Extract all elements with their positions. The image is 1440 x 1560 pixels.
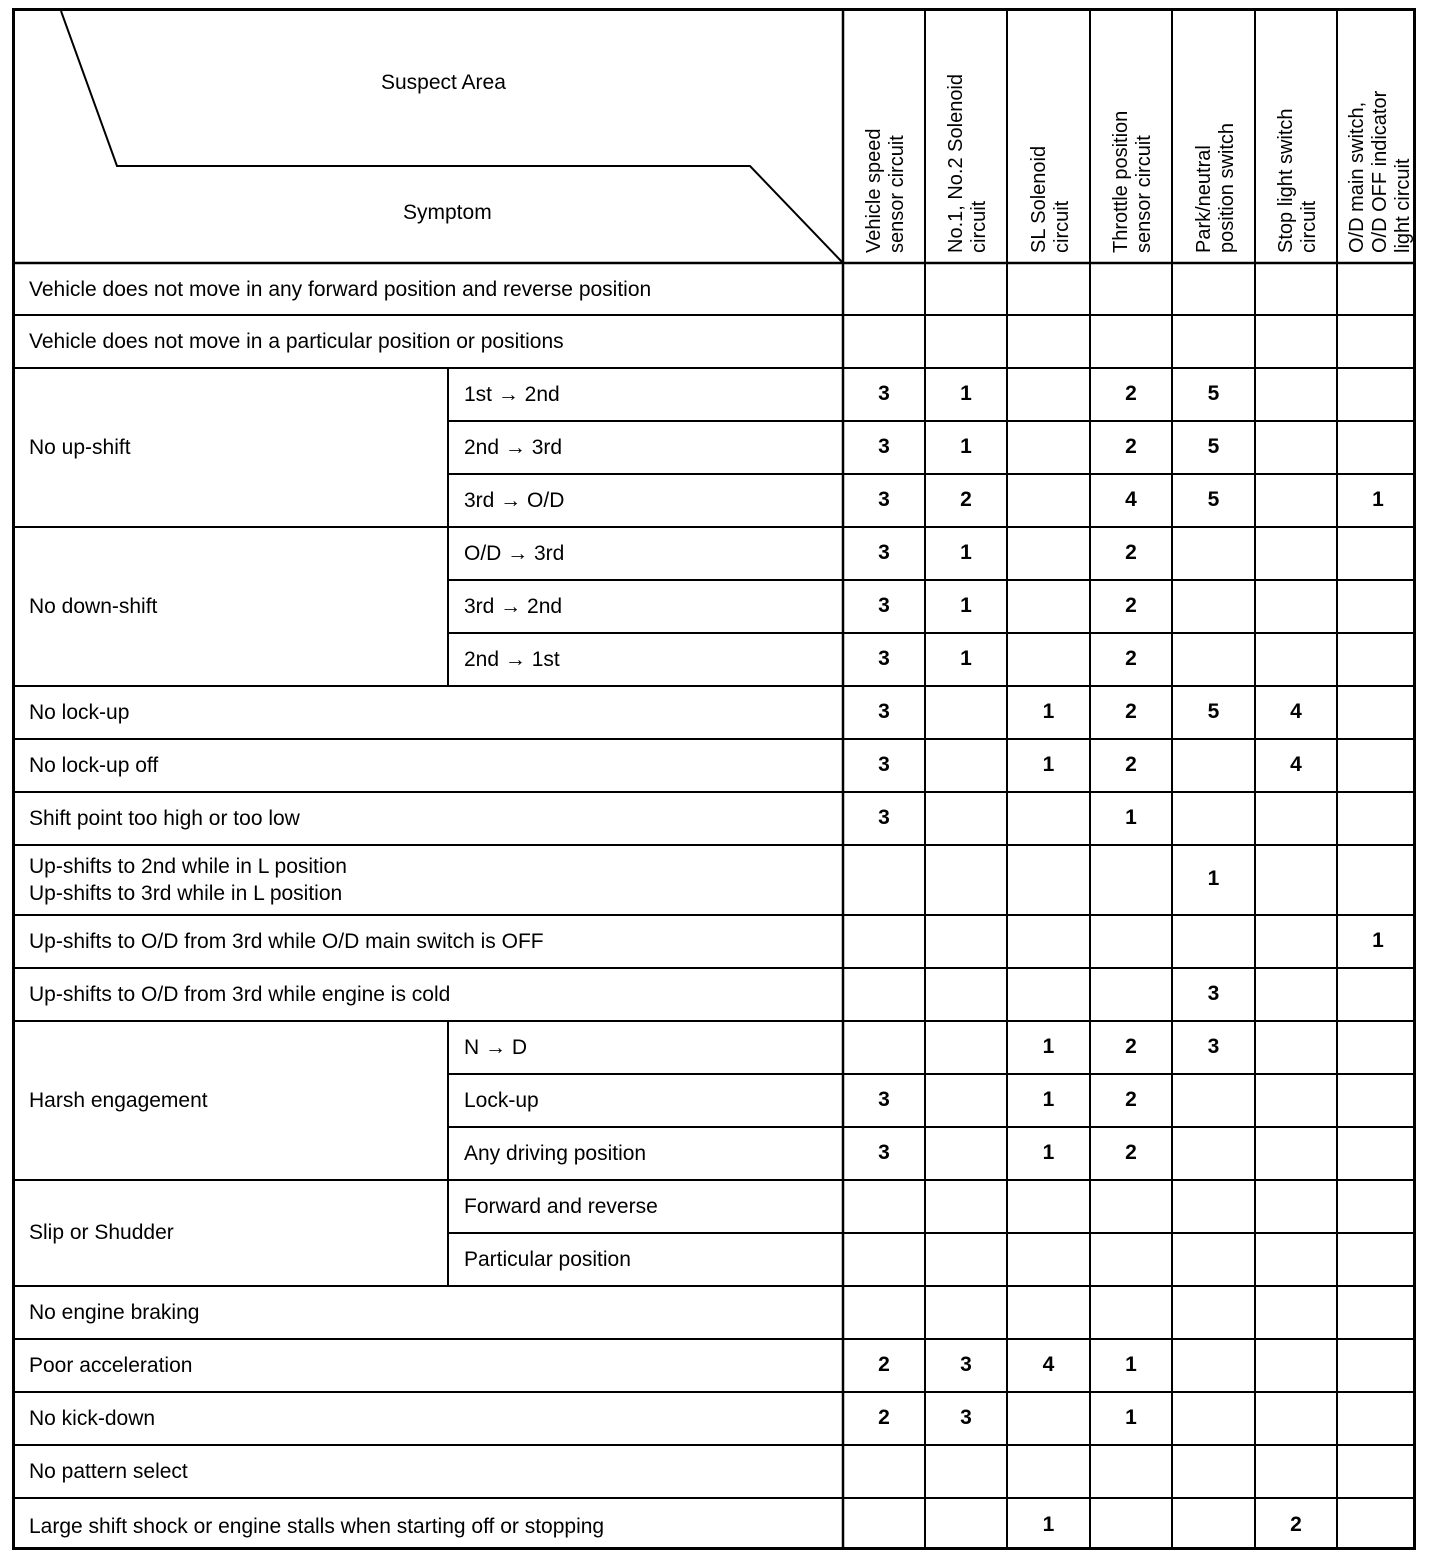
suspect-area-label: Suspect Area — [381, 71, 506, 94]
row-symptom-label: Vehicle does not move in a particular position or positions — [29, 330, 564, 353]
cell-value: 2 — [1125, 1034, 1137, 1058]
row-symptom-label: No engine braking — [29, 1301, 200, 1324]
row-sub-label: 1st → 2nd — [464, 382, 560, 406]
cell-value: 1 — [1372, 928, 1384, 952]
cell-value: 1 — [1042, 1140, 1055, 1164]
cell-value: 3 — [1207, 1034, 1220, 1058]
row-symptom-label: Up-shifts to 2nd while in L position Up-shifts to 3rd while in L position — [29, 855, 347, 905]
cell-value: 4 — [1125, 487, 1137, 511]
symptom-label: Symptom — [403, 201, 492, 224]
row-sub-label: N → D — [464, 1035, 527, 1059]
row-sub-label: O/D → 3rd — [464, 541, 565, 565]
column-header: No.1, No.2 Solenoid circuit — [945, 73, 990, 253]
row-symptom-label: Large shift shock or engine stalls when starting off or stopping — [29, 1514, 605, 1538]
cell-value: 1 — [960, 593, 972, 617]
cell-value: 3 — [878, 540, 890, 564]
cell-value: 3 — [878, 381, 890, 405]
cell-value: 1 — [1042, 1513, 1055, 1536]
cell-value: 1 — [1042, 1034, 1055, 1058]
cell-value: 5 — [1207, 381, 1220, 405]
row-sub-label: Forward and reverse — [464, 1194, 658, 1218]
row-group-label: Harsh engagement — [29, 1088, 208, 1112]
row-sub-label: 2nd → 3rd — [464, 435, 563, 459]
cell-value: 3 — [878, 805, 890, 829]
cell-value: 2 — [1125, 381, 1137, 405]
cell-value: 3 — [878, 434, 890, 458]
cell-value: 2 — [1125, 752, 1137, 776]
cell-value: 2 — [1125, 593, 1137, 617]
troubleshooting-table — [12, 8, 1416, 1550]
row-symptom-label: No lock-up — [29, 701, 130, 724]
cell-value: 2 — [1125, 1087, 1137, 1111]
cell-value: 3 — [878, 487, 890, 511]
row-sub-label: 3rd → O/D — [464, 488, 565, 512]
row-group-label: No up-shift — [29, 435, 131, 459]
cell-value: 2 — [1125, 646, 1137, 670]
cell-value: 1 — [1125, 1352, 1137, 1376]
cell-value: 1 — [1125, 805, 1137, 829]
cell-value: 4 — [1290, 699, 1302, 723]
row-group-label: No down-shift — [29, 594, 158, 618]
cell-value: 2 — [1290, 1513, 1302, 1536]
row-symptom-label: No kick-down — [29, 1407, 156, 1430]
cell-value: 5 — [1207, 699, 1220, 723]
column-header: Throttle position sensor circuit — [1110, 110, 1155, 253]
row-sub-label: Any driving position — [464, 1141, 647, 1165]
row-symptom-label: No lock-up off — [29, 754, 159, 777]
column-header: O/D main switch, O/D OFF indicator light circuit — [1345, 90, 1414, 253]
row-sub-label: Particular position — [464, 1247, 631, 1271]
row-symptom-label: Shift point too high or too low — [29, 807, 300, 830]
cell-value: 2 — [1125, 699, 1137, 723]
corner-diagonal-line — [61, 11, 843, 263]
cell-value: 3 — [878, 699, 890, 723]
cell-value: 5 — [1207, 487, 1220, 511]
cell-value: 1 — [960, 540, 972, 564]
cell-value: 3 — [960, 1405, 972, 1429]
cell-value: 1 — [1042, 699, 1055, 723]
cell-value: 3 — [1207, 981, 1220, 1005]
row-symptom-label: Poor acceleration — [29, 1354, 193, 1377]
cell-value: 3 — [878, 752, 890, 776]
row-sub-label: 2nd → 1st — [464, 647, 560, 671]
column-header: Park/neutral position switch — [1192, 122, 1238, 253]
cell-value: 2 — [1125, 1140, 1137, 1164]
cell-value: 3 — [878, 1087, 890, 1111]
cell-value: 3 — [960, 1352, 972, 1376]
cell-value: 3 — [878, 593, 890, 617]
cell-value: 2 — [1125, 540, 1137, 564]
cell-value: 2 — [878, 1405, 890, 1429]
column-header: SL Solenoid circuit — [1027, 145, 1073, 253]
cell-value: 4 — [1042, 1352, 1055, 1376]
cell-value: 2 — [878, 1352, 890, 1376]
row-sub-label: Lock-up — [464, 1088, 539, 1112]
cell-value: 4 — [1290, 752, 1302, 776]
cell-value: 1 — [960, 434, 972, 458]
cell-value: 3 — [878, 1140, 890, 1164]
cell-value: 2 — [960, 487, 972, 511]
row-group-label: Slip or Shudder — [29, 1221, 174, 1244]
row-sub-label: 3rd → 2nd — [464, 594, 563, 618]
row-symptom-label: Up-shifts to O/D from 3rd while O/D main switch is OFF — [29, 930, 544, 953]
cell-value: 5 — [1207, 434, 1220, 458]
cell-value: 1 — [960, 646, 972, 670]
row-symptom-label: Vehicle does not move in any forward position and reverse position — [29, 277, 652, 301]
column-header: Vehicle speed sensor circuit — [863, 128, 908, 253]
cell-value: 1 — [1125, 1405, 1137, 1429]
column-header: Stop light switch circuit — [1275, 108, 1320, 253]
row-symptom-label: No pattern select — [29, 1460, 188, 1483]
cell-value: 1 — [1042, 1087, 1055, 1111]
cell-value: 3 — [878, 646, 890, 670]
cell-value: 2 — [1125, 434, 1137, 458]
cell-value: 1 — [960, 381, 972, 405]
cell-value: 1 — [1207, 867, 1220, 890]
cell-value: 1 — [1372, 487, 1384, 511]
row-symptom-label: Up-shifts to O/D from 3rd while engine is cold — [29, 983, 451, 1006]
cell-value: 1 — [1042, 752, 1055, 776]
